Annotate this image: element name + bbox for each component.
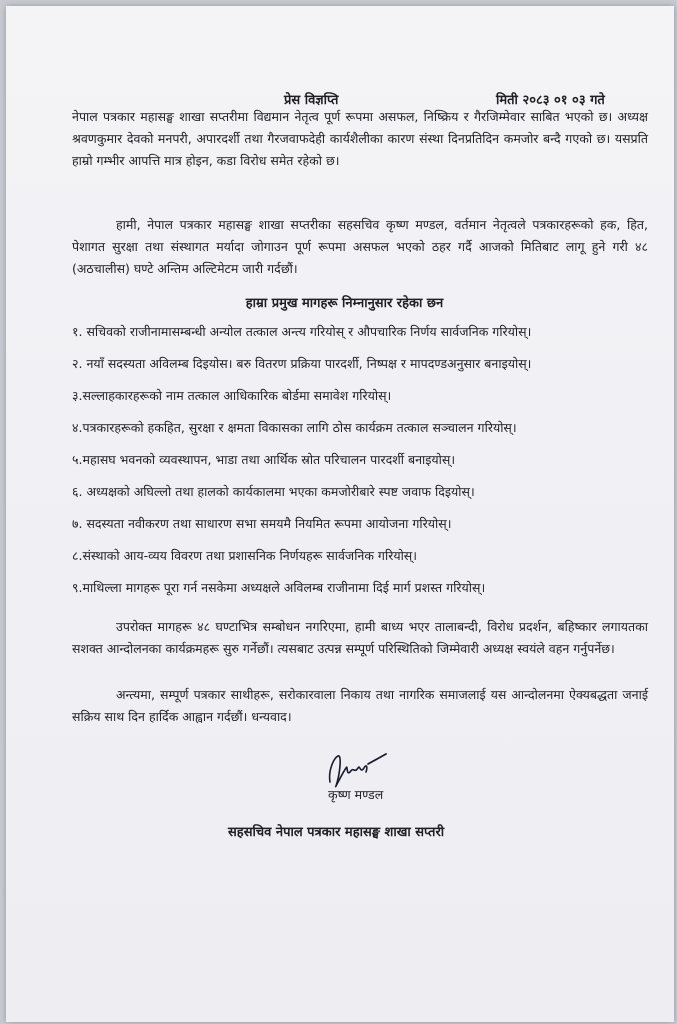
demand-item-2: २. नयाँ सदस्यता अविलम्ब दिइयोस। बरु वितरण प्रक्रिया पारदर्शी, निष्पक्ष र मापदण्डअनुसार बनाइयोस्। [72,356,532,371]
paragraph-warning: उपरोक्त मागहरू ४८ घण्टाभित्र सम्बोधन नगरिएमा, हामी बाध्य भएर तालाबन्दी, विरोध प्रदर्शन, बहिष्कार लगायतका सशक्त आन्दोलनका कार्यक्रमहरू सुरु गर्नेछौं। त्यसबाट उत्पन्न सम्पूर्ण परिस्थितिको जिम्मेवारी अध्यक्ष स्वयंले वहन गर्नुपर्नेछ। [72,619,648,656]
demand-item-9: ९.माथिल्ला मागहरू पूरा गर्न नसकेमा अध्यक्षले अविलम्ब राजीनामा दिई मार्ग प्रशस्त गरियोस्। [72,580,486,595]
signatory-designation: सहसचिव नेपाल पत्रकार महासङ्घ शाखा सप्तरी [228,825,445,840]
signatory-name: कृष्ण मण्डल [328,787,384,802]
document-date: मिती २०८३ ०१ ०३ गते [496,93,605,108]
document-title: प्रेस विज्ञप्ति [284,93,339,108]
handwritten-signature [324,744,390,792]
paragraph-intro: नेपाल पत्रकार महासङ्घ शाखा सप्तरीमा विद्यमान नेतृत्व पूर्ण रूपमा असफल, निष्क्रिय र गैरजिम्मेवार साबित भएको छ। अध्यक्ष श्रवणकुमार देवको मनपरी, अपारदर्शी तथा गैरजवाफदेही कार्यशैलीका कारण संस्था दिनप्रतिदिन कमजोर बन्दै गएको छ। यसप्रति हाम्रो गम्भीर आपत्ति मात्र होइन, कडा विरोध समेत रहेको छ। [72,109,648,168]
press-release-paper [6,6,674,1022]
paragraph-ultimatum: हामी, नेपाल पत्रकार महासङ्घ शाखा सप्तरीका सहसचिव कृष्ण मण्डल, वर्तमान नेतृत्वले पत्रकारहरूको हक, हित, पेशागत सुरक्षा तथा संस्थागत मर्यादा जोगाउन पूर्ण रूपमा असफल भएको ठहर गर्दै आजको मितिबाट लागू हुने गरी ४८ (अठचालीस) घण्टे अन्तिम अल्टिमेटम जारी गर्दछौं। [72,217,648,276]
demand-item-6: ६. अध्यक्षको अघिल्लो तथा हालको कार्यकालमा भएका कमजोरीबारे स्पष्ट जवाफ दिइयोस्। [72,484,475,499]
demand-item-7: ७. सदस्यता नवीकरण तथा साधारण सभा समयमै नियमित रूपमा आयोजना गरियोस्। [72,516,452,531]
paragraph-closing: अन्त्यमा, सम्पूर्ण पत्रकार साथीहरू, सरोकारवाला निकाय तथा नागरिक समाजलाई यस आन्दोलनमा ऐक्यबद्धता जनाई सक्रिय साथ दिन हार्दिक आह्वान गर्दछौं। धन्यवाद। [72,687,648,724]
demands-heading: हाम्रा प्रमुख मागहरू निम्नानुसार रहेका छन [245,296,444,311]
demands-list [72,316,662,604]
demand-item-1: १. सचिवको राजीनामासम्बन्धी अन्योल तत्काल अन्त्य गरियोस् र औपचारिक निर्णय सार्वजनिक गरियोस्। [72,324,532,339]
demand-item-5: ५.महासघ भवनको व्यवस्थापन, भाडा तथा आर्थिक स्रोत परिचालन पारदर्शी बनाइयोस्। [72,452,456,467]
demand-item-3: ३.सल्लाहकारहरूको नाम तत्काल आधिकारिक बोर्डमा समावेश गरियोस्। [72,388,392,403]
demand-item-8: ८.संस्थाको आय-व्यय विवरण तथा प्रशासनिक निर्णयहरू सार्वजनिक गरियोस्। [72,548,417,563]
demand-item-4: ४.पत्रकारहरूको हकहित, सुरक्षा र क्षमता विकासका लागि ठोस कार्यक्रम तत्काल सञ्चालन गरियोस्। [72,420,517,435]
